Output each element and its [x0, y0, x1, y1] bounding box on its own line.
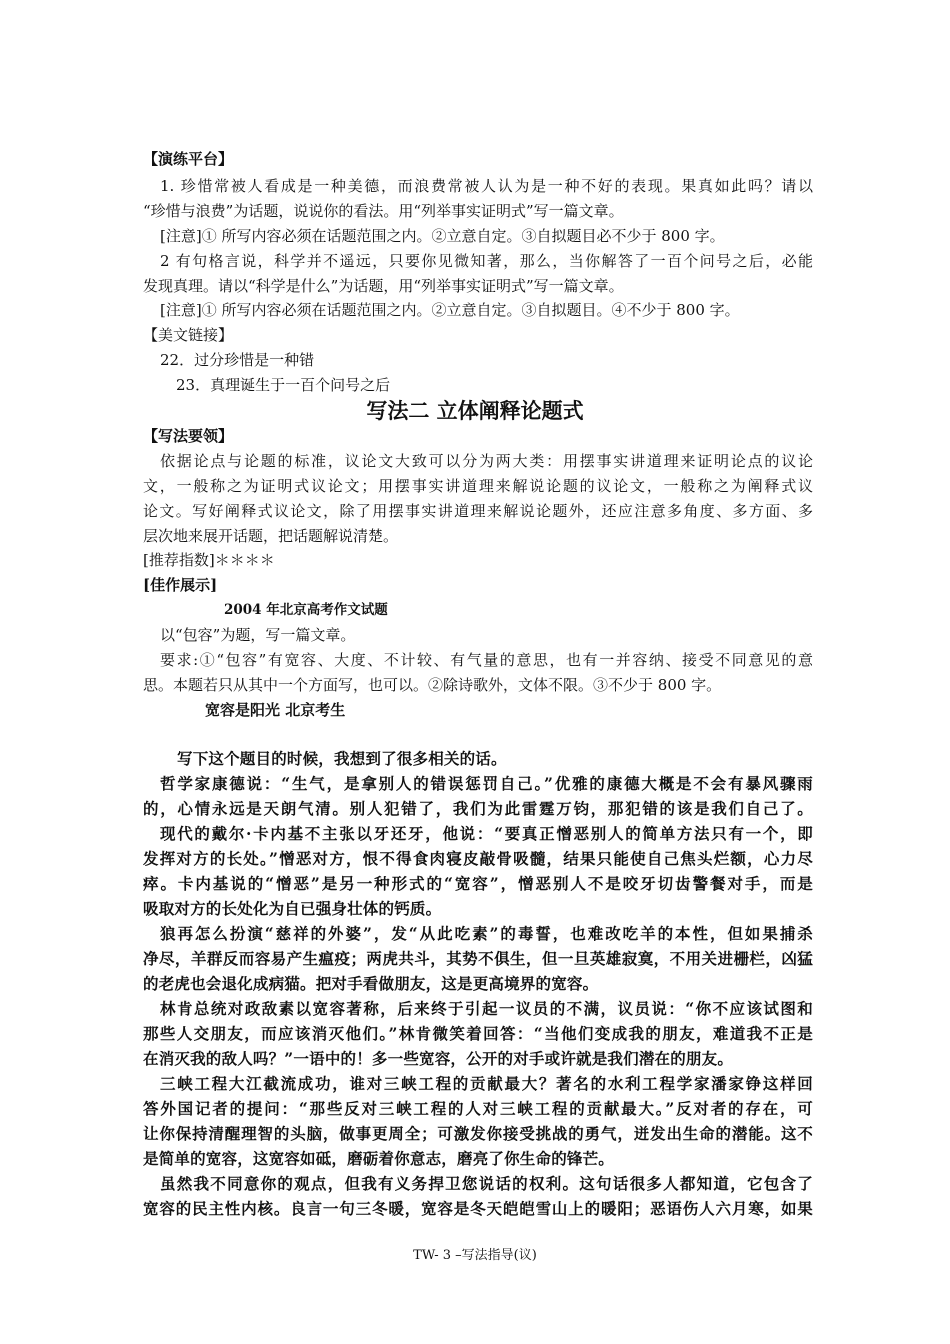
exam-requirement-line2: 思。本题若只从其中一个方面写，也可以。②除诗歌外，文体不限。③不少于 800 字。: [143, 676, 722, 694]
page-footer: TW- 3 –写法指导(议): [413, 1248, 537, 1263]
essay-line: 那些人交朋友，而应该消灭他们。”林肯微笑着回答：“当他们变成我的朋友，难道我不正是: [143, 1024, 813, 1043]
practice-q1-line1: 1. 珍惜常被人看成是一种美德，而浪费常被人认为是一种不好的表现。果真如此吗？请以: [160, 177, 813, 195]
essay-line: 发挥对方的长处。”憎恶对方，恨不得食肉寝皮敲骨吸髓，结果只能使自己焦头烂额，心力尽: [143, 849, 813, 868]
essay-line: 的老虎也会退化成病猫。把对手看做朋友，这是更高境界的宽容。: [143, 974, 599, 993]
practice-q1-note: [注意]① 所写内容必须在话题范围之内。②立意自定。③自拟题目必不少于 800 字。: [160, 227, 725, 245]
essay-line: 是简单的宽容，这宽容如砥，磨砺着你意志，磨亮了你生命的锋芒。: [143, 1149, 615, 1168]
essay-line: 哲学家康德说：“生气，是拿别人的错误惩罚自己。”优雅的康德大概是不会有暴风骤雨: [160, 774, 813, 793]
exam-requirement-line1: 要求:①“包容”有宽容、大度、不计较、有气量的意思，也有一并容纳、接受不同意见的意: [160, 651, 813, 669]
links-heading: 【美文链接】: [143, 326, 234, 344]
essay-line: 净尽，羊群反而容易产生瘟疫；两虎共斗，其势不俱生，但一旦英雄寂寞，不用关进栅栏，凶猛: [143, 949, 813, 968]
practice-q2-line1: 2 有句格言说，科学并不遥远，只要你见微知著，那么，当你解答了一百个问号之后，必能: [160, 252, 813, 270]
practice-q2-note: [注意]① 所写内容必须在话题范围之内。②立意自定。③自拟题目。④不少于 800 字。: [160, 301, 740, 319]
essay-line: 让你保持清醒理智的头脑，做事更周全；可激发你接受挑战的勇气，迸发出生命的潜能。这不: [143, 1124, 813, 1143]
essay-line: 写下这个题目的时候，我想到了很多相关的话。: [177, 749, 507, 768]
essay-line: 三峡工程大江截流成功，谁对三峡工程的贡献最大？著名的水利工程学家潘家铮这样回: [160, 1074, 813, 1093]
link-item-22: 22．过分珍惜是一种错: [160, 351, 315, 369]
method-line-3: 论文。写好阐释式议论文，除了用摆事实讲道理来解说论题外，还应注意多角度、多方面、多: [143, 502, 813, 520]
essay-line: 宽容的民主性内核。良言一句三冬暖，宽容是冬天皑皑雪山上的暖阳；恶语伤人六月寒，如果: [143, 1199, 813, 1218]
practice-heading: 【演练平台】: [143, 150, 234, 168]
practice-q2-line2: 发现真理。请以“科学是什么”为话题，用“列举事实证明式”写一篇文章。: [143, 277, 624, 295]
practice-q1-line2: “珍惜与浪费”为话题，说说你的看法。用“列举事实证明式”写一篇文章。: [143, 202, 624, 220]
essay-line: 现代的戴尔·卡内基不主张以牙还牙，他说：“要真正憎恶别人的简单方法只有一个，即: [160, 824, 813, 843]
method-line-4: 层次地来展开话题，把话题解说清楚。: [143, 527, 399, 545]
recommend-rating: [推荐指数]＊＊＊＊: [143, 551, 275, 569]
showcase-heading: [佳作展示]: [143, 576, 218, 594]
essay-line: 虽然我不同意你的观点，但我有义务捍卫您说话的权利。这句话很多人都知道，它包含了: [160, 1174, 813, 1193]
essay-line: 瘁。卡内基说的“憎恶”是另一种形式的“宽容”，憎恶别人不是咬牙切齿警餐对手，而是: [143, 874, 813, 893]
section-title: 写法二 立体阐释论题式: [366, 398, 584, 423]
exam-prompt: 以“包容”为题，写一篇文章。: [160, 626, 356, 644]
essay-line: 林肯总统对政敌素以宽容著称，后来终于引起一议员的不满，议员说：“你不应该试图和: [160, 999, 813, 1018]
exam-title: 2004 年北京高考作文试题: [224, 602, 388, 618]
link-item-23: 23．真理诞生于一百个问号之后: [176, 376, 391, 394]
method-heading: 【写法要领】: [143, 427, 234, 445]
essay-line: 的，心情永远是天朗气清。别人犯错了，我们为此雷霆万钧，那犯错的该是我们自己了。: [143, 799, 813, 818]
essay-title: 宽容是阳光 北京考生: [205, 701, 346, 719]
essay-line: 吸取对方的长处化为自已强身壮体的钙质。: [143, 899, 442, 918]
essay-line: 答外国记者的提问：“那些反对三峡工程的人对三峡工程的贡献最大。”反对者的存在，可: [143, 1099, 813, 1118]
essay-line: 在消灭我的敌人吗？”一语中的！多一些宽容，公开的对手或许就是我们潜在的朋友。: [143, 1049, 734, 1068]
method-line-2: 文，一般称之为证明式议论文；用摆事实讲道理来解说论题的议论文，一般称之为阐释式议: [143, 477, 813, 495]
method-line-1: 依据论点与论题的标准，议论文大致可以分为两大类：用摆事实讲道理来证明论点的议论: [160, 452, 813, 470]
essay-line: 狼再怎么扮演“慈祥的外婆”，发“从此吃素”的毒誓，也难改吃羊的本性，但如果捕杀: [160, 924, 813, 943]
